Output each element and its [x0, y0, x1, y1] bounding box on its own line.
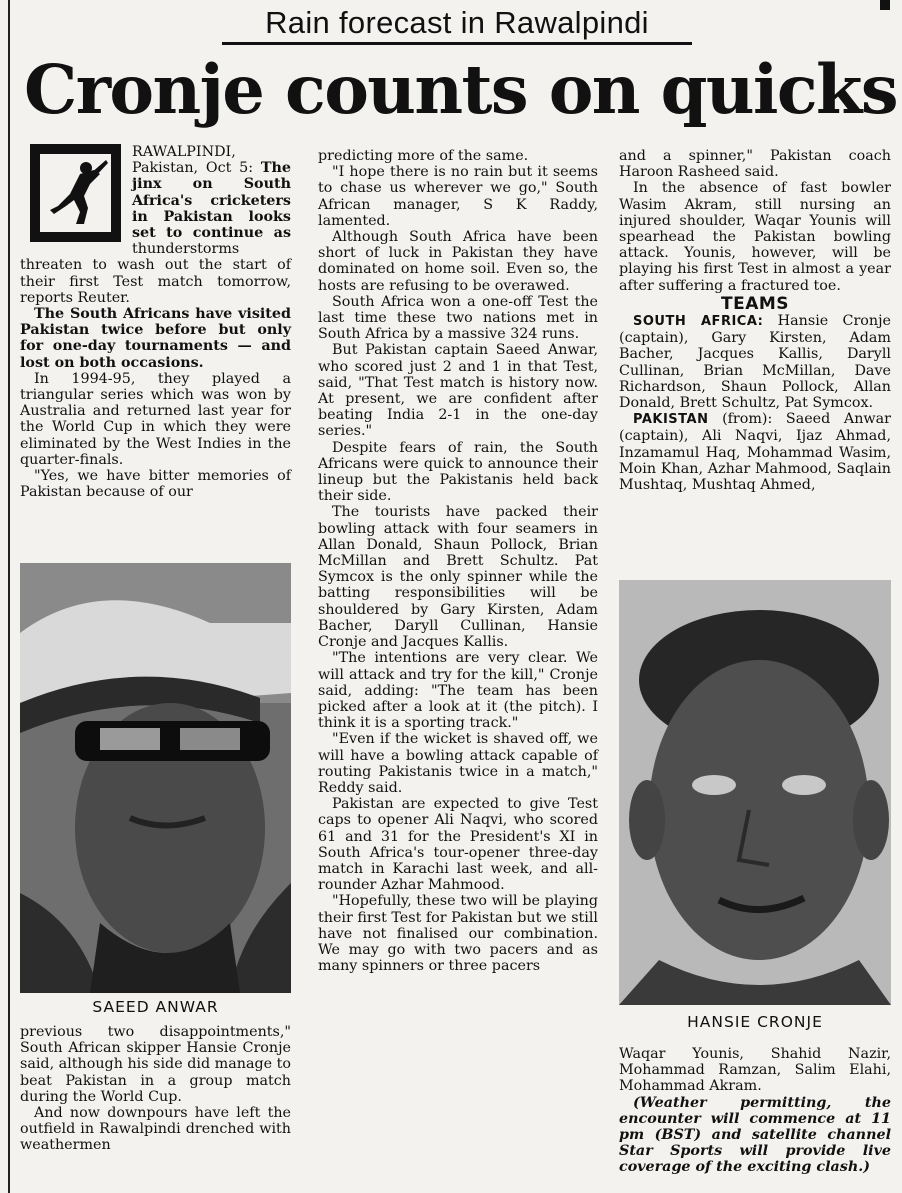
col2-paragraph-2: "I hope there is no rain but it seems to chase us wherever we go," South African manager, S K Raddy, lamented.: [318, 164, 598, 229]
col1-paragraph-3: In 1994-95, they played a triangular series which was won by Australia and returned last year for the World Cup in which they were eliminated by the West Indies in the quarter-finals.: [20, 370, 291, 468]
dateline-place-date: Pakistan, Oct 5:: [132, 160, 254, 177]
saeed-anwar-photo: [20, 563, 291, 993]
column-1-top: [20, 144, 291, 500]
col2-paragraph-4: South Africa won a one-off Test the last time these two nations met in South Africa by a massive 324 runs.: [318, 293, 598, 343]
col1-paragraph-4: "Yes, we have bitter memories of Pakistan because of our: [20, 468, 291, 501]
col1-paragraph-5: previous two disappointments," South African skipper Hansie Cronje said, although his side did manage to beat Pakistan in a group match during the World Cup.: [20, 1024, 291, 1105]
col2-paragraph-8: "The intentions are very clear. We will attack and try for the kill," Cronje said, adding: "The team has been picked after a look at it (the pitch). I think it is a sporting track.": [318, 650, 598, 732]
col2-paragraph-9: "Even if the wicket is shaved off, we will have a bowling attack capable of routing Pakistanis twice in a match," Reddy said.: [318, 731, 598, 796]
column-2: [318, 148, 598, 974]
pakistan-label: PAKISTAN: [633, 412, 709, 428]
hansie-cronje-caption: HANSIE CRONJE: [687, 1013, 823, 1031]
col2-paragraph-10: Pakistan are expected to give Test caps to opener Ali Naqvi, who scored 61 and 31 for the President's XI in South Africa's tour-opener three-day match in Karachi last week, and all-rounder Azhar Mahmood.: [318, 796, 598, 894]
pakistan-squad-a: (from): Saeed Anwar (captain), Ali Naqvi, Ijaz Ahmad, Inzamamul Haq, Mohammad Wasim, Moin Khan, Azhar Mahmood, Saqlain Mushtaq, Mushtaq Ahmed,: [619, 411, 892, 494]
main-headline: Cronje counts on quicks: [24, 50, 897, 129]
south-africa-squad: Hansie Cronje (captain), Gary Kirsten, Adam Bacher, Jacques Kallis, Daryll Cullinan, Brian McMillan, Dave Richardson, Shaun Pollock, Allan Donald, Brett Schultz, Pat Symcox.: [619, 313, 892, 412]
corner-mark: [880, 0, 890, 10]
col3-paragraph-1: and a spinner," Pakistan coach Haroon Rasheed said.: [619, 148, 891, 181]
col2-paragraph-5: But Pakistan captain Saeed Anwar, who scored just 2 and 1 in that Test, said, "That Test match is history now. At present, we are confident after beating India 2-1 in the one-day series.": [318, 342, 598, 440]
weather-note: (Weather permitting, the encounter will commence at 11 pm (BST) and satellite channel Star Sports will provide live coverage of the exciting clash.): [619, 1094, 891, 1176]
hansie-cronje-photo: [619, 580, 891, 1005]
col1-paragraph-2: The South Africans have visited Pakistan twice before but only for one-day tournaments — and lost on both occasions.: [20, 306, 291, 371]
dateline-city: RAWALPINDI,: [132, 144, 236, 160]
col2-paragraph-1: predicting more of the same.: [318, 148, 529, 164]
col2-paragraph-3: Although South Africa have been short of luck in Pakistan they have dominated on home soil. Even so, the hosts are refusing to be overawed.: [318, 229, 598, 294]
left-border-rule: [8, 0, 10, 1193]
column-3-top: [619, 148, 891, 493]
lead-paragraph-a: The jinx on South Africa's cricketers in Pakistan looks set to continue as: [132, 160, 291, 242]
column-3-bottom: [619, 1046, 891, 1176]
kicker-headline: Rain forecast in Rawalpindi: [222, 4, 692, 45]
column-1-bottom: [20, 1024, 291, 1154]
col1-paragraph-6: And now downpours have left the outfield in Rawalpindi drenched with weathermen: [20, 1105, 291, 1154]
saeed-anwar-caption: SAEED ANWAR: [92, 998, 219, 1016]
col2-paragraph-7: The tourists have packed their bowling attack with four seamers in Allan Donald, Shaun Pollock, Brian McMillan and Brett Schultz. Pat Symcox is the only spinner while the batting responsibilities will be shouldered by Gary Kirsten, Adam Bacher, Daryll Cullinan, Hansie Cronje and Jacques Kallis.: [318, 504, 598, 651]
col2-paragraph-11: "Hopefully, these two will be playing their first Test for Pakistan but we still have not finalised our combination. We may go with two pacers and as many spinners or three pacers: [318, 893, 598, 975]
south-africa-label: SOUTH AFRICA:: [633, 314, 764, 330]
col3-paragraph-2: In the absence of fast bowler Wasim Akram, still nursing an injured shoulder, Waqar Younis will spearhead the Pakistan bowling attack. Younis, however, will be playing his first Test in almost a year after suffering a fractured toe.: [619, 180, 891, 294]
col2-paragraph-6: Despite fears of rain, the South Africans were quick to announce their lineup but the Pakistanis held back their side.: [318, 439, 598, 505]
lead-paragraph-b: thunderstorms threaten to wash out the start of their first Test match tomorrow, reports Reuter.: [20, 241, 291, 306]
teams-heading: TEAMS: [720, 293, 790, 314]
pakistan-squad-b: Waqar Younis, Shahid Nazir, Mohammad Ramzan, Salim Elahi, Mohammad Akram.: [619, 1046, 891, 1095]
